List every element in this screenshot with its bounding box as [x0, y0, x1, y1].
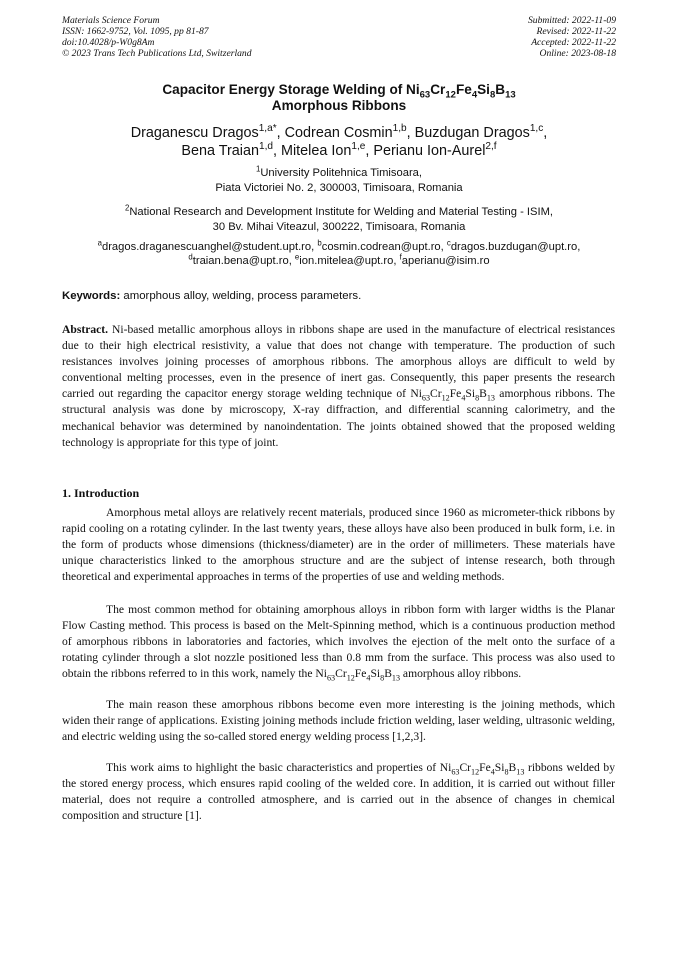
- email: $^b$cosmin.codrean@upt.ro,: [317, 238, 447, 253]
- author: Codrean Cosmin$^{1,b}$,: [284, 123, 415, 141]
- keywords-text: amorphous alloy, welding, process parameters.: [120, 290, 362, 302]
- journal-issn: ISSN: 1662-9752, Vol. 1095, pp 81-87: [62, 26, 209, 37]
- email: $^c$dragos.buzdugan@upt.ro,: [446, 238, 581, 253]
- keywords: [62, 289, 616, 303]
- date-revised: Revised: 2022-11-22: [536, 26, 616, 37]
- date-accepted: Accepted: 2022-11-22: [531, 37, 616, 48]
- author-emails: [62, 240, 616, 268]
- email: $^e$ion.mitelea@upt.ro,: [294, 252, 400, 267]
- affiliation-1: $^1$University Politehnica Timisoara, Piata Victoriei No. 2, 300003, Timisoara, Romania: [215, 164, 463, 194]
- section-heading-introduction: 1. Introduction: [62, 486, 140, 500]
- journal-name: Materials Science Forum: [62, 15, 160, 26]
- abstract: Abstract. Ni-based metallic amorphous alloys in ribbons shape are used in the manufacture of electrical resistances due to their high electrical resistivity, a value that does not change with temperature. The production of such resistances involves joining processes of amorphous ribbons. The amorphous alloys are difficult to weld by conventional melting processes, even in the presence of inert gas. Consequently, this paper presents the research carried out regarding the capacitor energy storage welding technique of $Ni_{63}Cr_{12}Fe_4Si_8B_{13}$ amorphous ribbons. The structural analysis was done by microscopy, X-ray diffraction, and differential scanning calorimetry, and the mechanical behavior was determined by nanoindentation. The joints obtained showed that the proposed welding technology is appropriate for this type of joint.: [62, 323, 615, 449]
- author-list: [62, 124, 616, 160]
- author: Buzdugan Dragos$^{1,c}$,: [414, 123, 548, 141]
- paper-title: Capacitor Energy Storage Welding of $Ni_{63}Cr_{12}Fe_4Si_8B_{13}$ Amorphous Ribbons: [162, 82, 516, 113]
- journal-doi: doi:10.4028/p-W0g8Am: [62, 37, 155, 48]
- email: $^f$aperianu@isim.ro: [399, 252, 490, 267]
- author: Mitelea Ion$^{1,e}$,: [280, 141, 374, 159]
- formula: $Ni_{63}Cr_{12}Fe_4Si_8B_{13}$: [315, 667, 401, 683]
- journal-header-left: [62, 15, 252, 59]
- date-submitted: Submitted: 2022-11-09: [527, 15, 616, 26]
- paragraph: This work aims to highlight the basic characteristics and properties of $Ni_{63}Cr_{12}Fe_4Si_8B_{13}$ ribbons welded by the stored energy process, which ensures rapid cooling of the welded core. In addition, it is carried out without filler material, does not require a controlled atmosphere, and is carried out in the absence of changes in chemical composition and structure [1].: [62, 761, 615, 823]
- paragraph: Amorphous metal alloys are relatively recent materials, produced since 1960 as micrometer-thick ribbons by rapid cooling on a rotating cylinder. In the last twenty years, these alloys have also been produced in bulk form, i.e. in the form of products whose dimensions (thickness/diameter) are in the order of millimeters. These materials have unique characteristics linked to the amorphous structure and are the subject of intense research, both through theoretical and experimental approaches in terms of the properties of use and welding methods.: [62, 506, 615, 584]
- paper-title-line2: Amorphous Ribbons: [271, 98, 407, 113]
- author: Perianu Ion-Aurel$^{2,f}$: [373, 141, 497, 159]
- keywords-label: Keywords:: [62, 290, 121, 302]
- journal-header-right: [528, 15, 616, 59]
- paragraph: The main reason these amorphous ribbons become even more interesting is the joining methods, which widen their range of applications. Existing joining methods include friction welding, laser welding, ultrasonic welding, and electric welding using the so-called stored energy welding process [1,2,3].: [62, 698, 615, 744]
- email: $^d$traian.bena@upt.ro,: [188, 252, 295, 267]
- journal-copyright: © 2023 Trans Tech Publications Ltd, Switzerland: [62, 48, 252, 59]
- paragraph: The most common method for obtaining amorphous alloys in ribbon form with larger widths is the Planar Flow Casting method. This process is based on the Melt-Spinning method, which is a continuous production method of amorphous ribbons in laboratories and factories, which involves the ejection of the melt onto the surface of a rotating cylinder through a slot nozzle positioned less than 0.8 mm from the surface. This process was also used to obtain the ribbons referred to in this work, namely the $Ni_{63}Cr_{12}Fe_4Si_8B_{13}$ amorphous alloy ribbons.: [62, 603, 615, 683]
- affiliation-2: $^2$National Research and Development Institute for Welding and Material Testing - ISIM, 30 Bv. Mihai Viteazul, 300222, Timisoara, Romania: [124, 203, 554, 233]
- formula: $Ni_{63}Cr_{12}Fe_4Si_8B_{13}$: [439, 761, 525, 777]
- author: Bena Traian$^{1,d}$,: [181, 141, 281, 159]
- formula: $Ni_{63}Cr_{12}Fe_4Si_8B_{13}$: [410, 387, 495, 403]
- email: $^a$dragos.draganescuanghel@student.upt.ro,: [97, 238, 318, 253]
- date-online: Online: 2023-08-18: [539, 48, 616, 59]
- author: Draganescu Dragos$^{1,a*}$,: [130, 123, 285, 141]
- abstract-label: Abstract.: [62, 323, 109, 336]
